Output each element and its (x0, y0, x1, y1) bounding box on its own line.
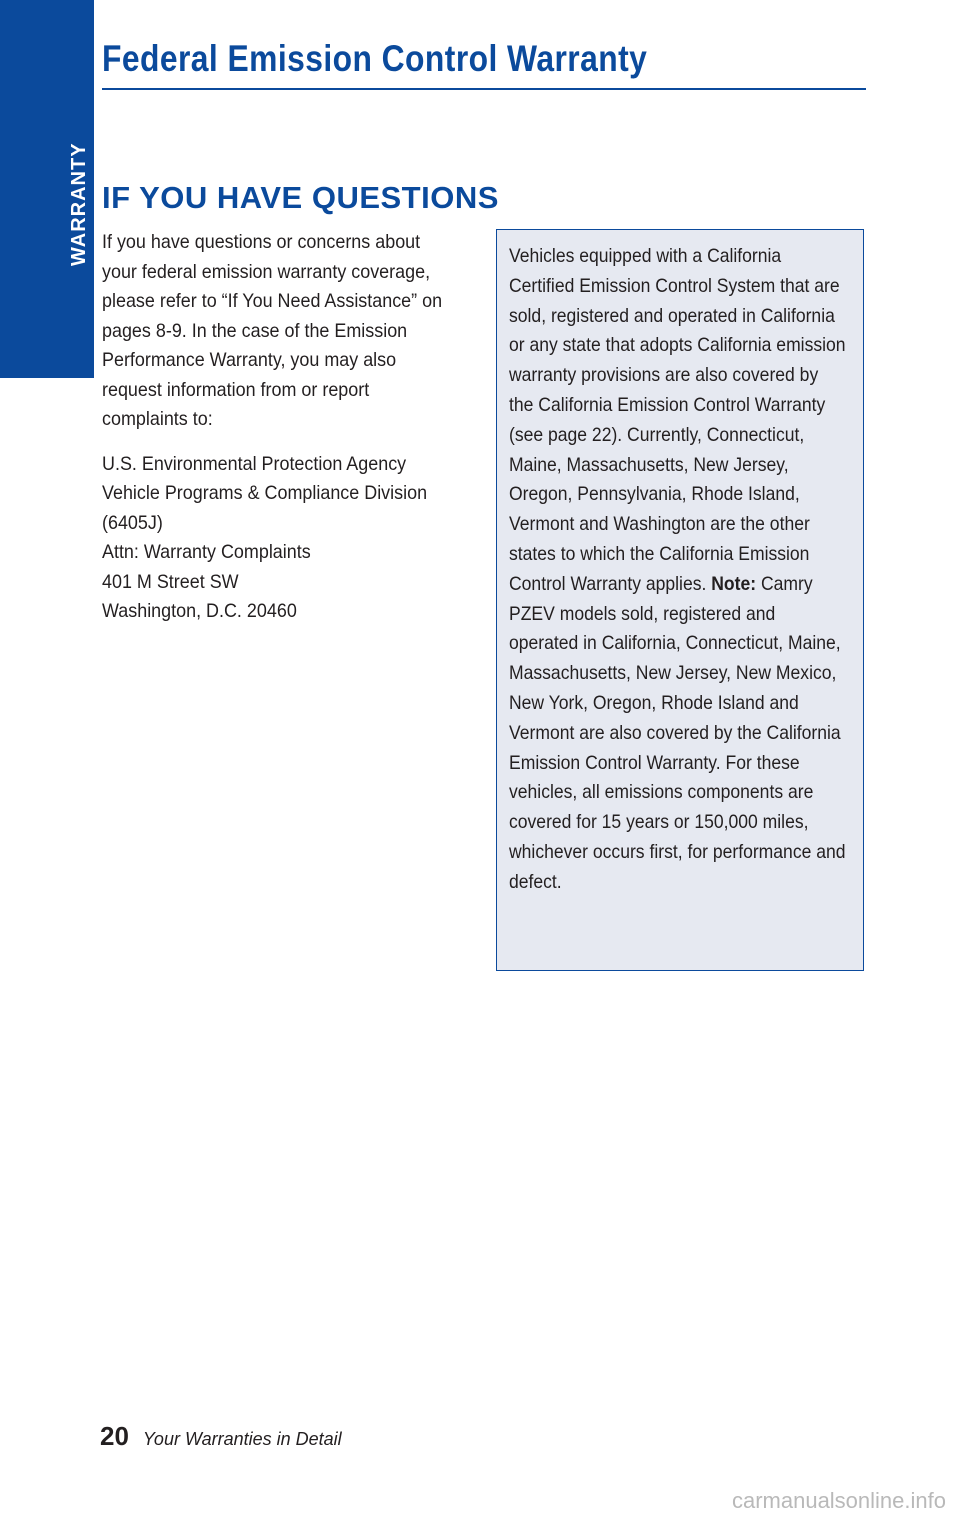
address-line: Washington, D.C. 20460 (102, 600, 297, 622)
side-tab-label: WARRANTY (68, 142, 90, 266)
left-column (102, 228, 442, 627)
intro-paragraph: If you have questions or concerns about your federal emission warranty coverage, please refer to “If You Need Assistance” on pages 8-9. In the case of the Emission Performance Warranty, you may also request information from or report complaints to: (102, 231, 443, 430)
footer-text: Your Warranties in Detail (142, 1429, 342, 1449)
page-title: Federal Emission Control Warranty (102, 38, 648, 79)
side-tab (0, 0, 94, 378)
info-text-main: Vehicles equipped with a California Certified Emission Control System that are sold, registered and operated in California or any state that adopts California emission warranty provisions are also covered by the California Emission Control Warranty (see page 22). Currently, Connecticut, Maine, Massachusetts, New Jersey, Oregon, Pennsylvania, Rhode Island, Vermont and Washington are the other states to which the California Emission Control Warranty applies. (509, 245, 846, 595)
address-line: U.S. Environmental Protection Agency (102, 452, 407, 475)
address-line: Attn: Warranty Complaints (102, 541, 311, 563)
address-line: Vehicle Programs & Compliance Division (102, 482, 428, 504)
watermark: carmanualsonline.info (731, 1488, 946, 1513)
page-number: 20 (100, 1421, 129, 1451)
epa-address (102, 450, 442, 627)
note-label: Note: (711, 572, 757, 595)
section-heading: IF YOU HAVE QUESTIONS (102, 180, 499, 215)
page-footer (100, 1421, 342, 1452)
note-text: Camry PZEV models sold, registered and operated in California, Connecticut, Maine, Massachusetts, New Jersey, New Mexico, New York, Oregon, Rhode Island and Vermont are also covered by the California Emission Control Warranty. For these vehicles, all emissions components are covered for 15 years or 150,000 miles, whichever occurs first, for performance and defect. (509, 572, 846, 893)
info-box-text (509, 242, 847, 898)
california-warranty-info-box (496, 229, 864, 971)
address-line: 401 M Street SW (102, 570, 239, 593)
address-line: (6405J) (102, 511, 163, 534)
title-divider (102, 88, 866, 90)
